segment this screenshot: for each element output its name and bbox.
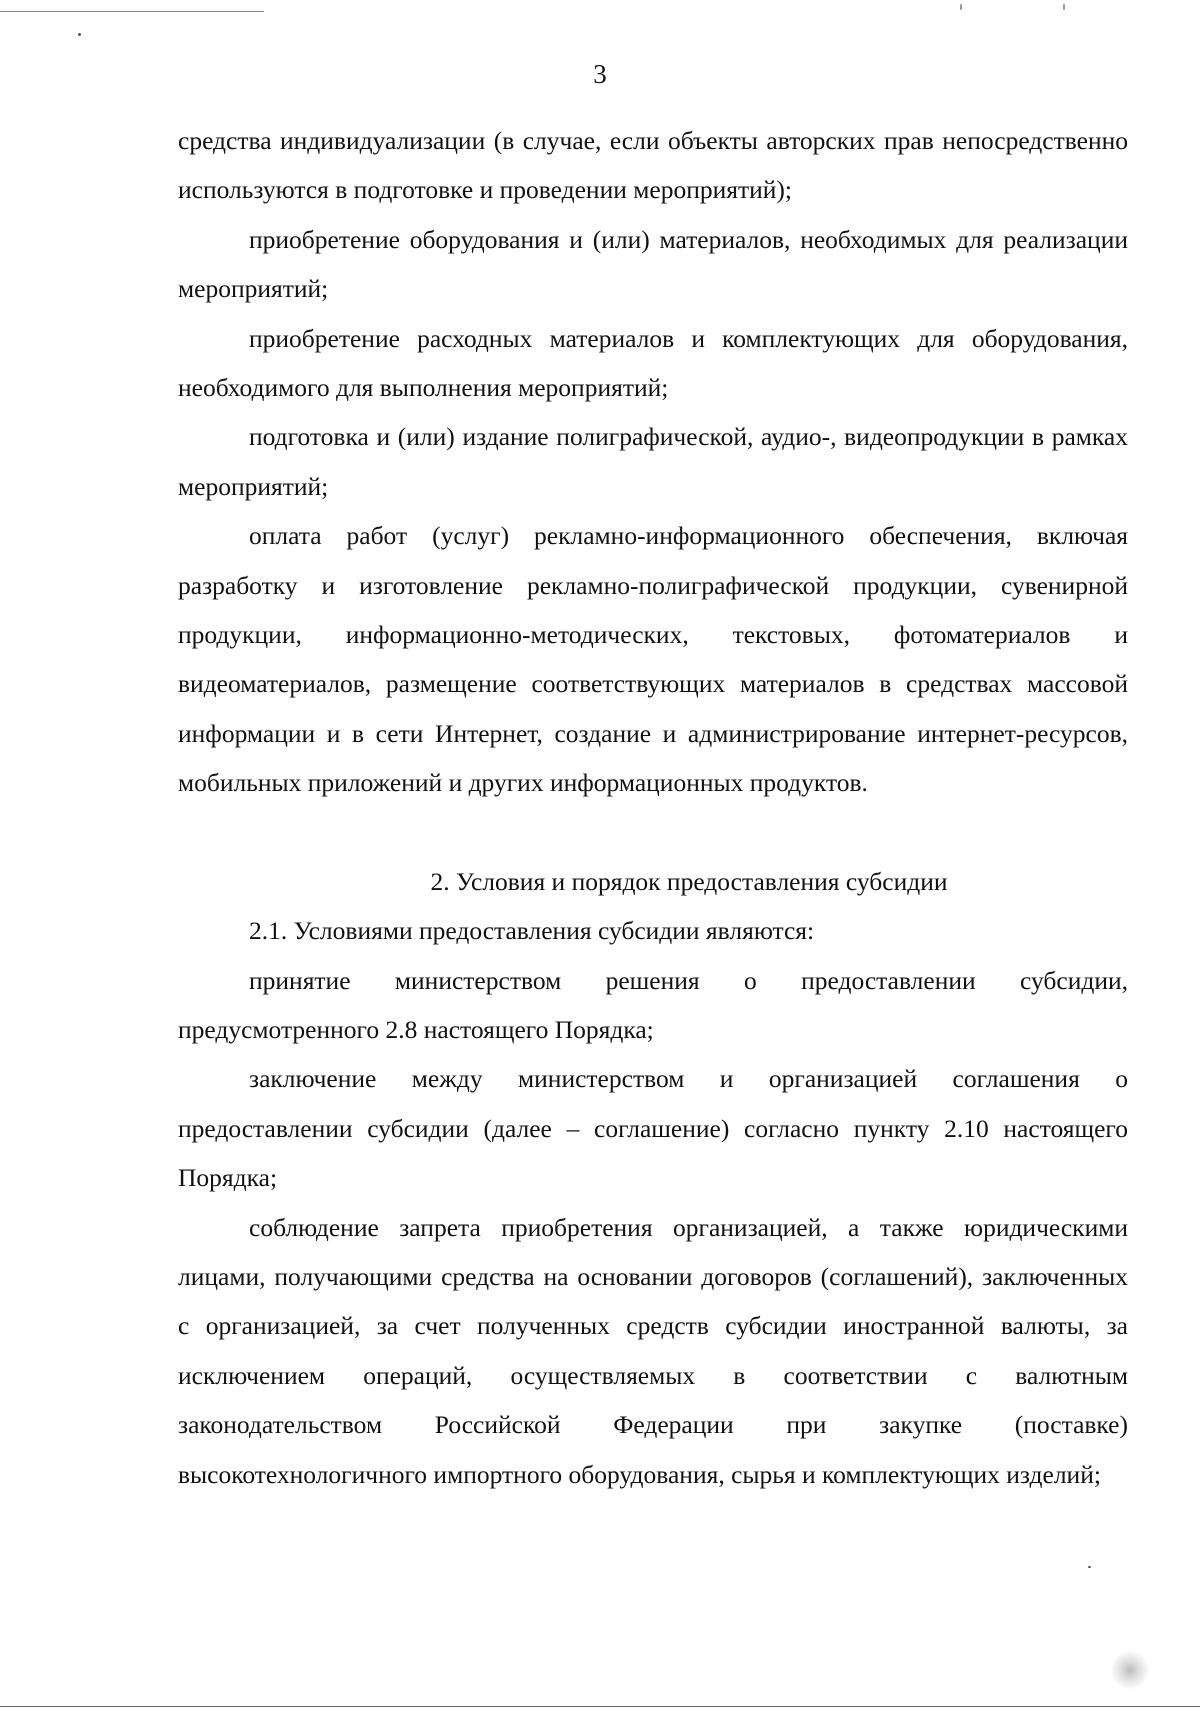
scan-edge-line <box>0 11 264 12</box>
section-heading: 2. Условия и порядок предоставления субсидии <box>430 866 948 896</box>
paragraph: приобретение расходных материалов и комплектующих для оборудования, необходимого для выполнения мероприятий; <box>178 323 1128 403</box>
page-number: 3 <box>593 59 607 89</box>
scan-speck <box>1063 4 1065 10</box>
scan-edge-line <box>0 1706 1200 1707</box>
scan-speck <box>78 33 81 36</box>
scan-speck <box>1110 1650 1150 1690</box>
document-body <box>178 116 1128 1499</box>
paragraph: соблюдение запрета приобретения организацией, а также юридическими лицами, получающими средства на основании договоров (соглашений), заключенных с организацией, за счет полученных средств субсидии иностранной валюты, за исключением операций, осуществляемых в соответствии с валютным законодательством Российской Федерации при закупке (поставке) высокотехнологичного импортного оборудования, сырья и комплектующих изделий; <box>178 1212 1128 1489</box>
paragraph: заключение между министерством и организацией соглашения о предоставлении субсидии (далее – соглашение) согласно пункту 2.10 настоящего Порядка; <box>178 1064 1128 1193</box>
paragraph: 2.1. Условиями предоставления субсидии являются: <box>249 916 815 946</box>
paragraph: принятие министерством решения о предоставлении субсидии, предусмотренного 2.8 настоящего Порядка; <box>178 965 1128 1044</box>
paragraph: оплата работ (услуг) рекламно-информационного обеспечения, включая разработку и изготовление рекламно-полиграфической продукции, сувенирной продукции, информационно-методических, текстовых, фотоматериалов и видеоматериалов, размещение соответствующих материалов в средствах массовой информации и в сети Интернет, создание и администрирование интернет-ресурсов, мобильных приложений и других информационных продуктов. <box>178 521 1128 798</box>
scan-speck <box>1088 1566 1091 1568</box>
paragraph: подготовка и (или) издание полиграфической, аудио-, видеопродукции в рамках мероприятий; <box>178 422 1128 501</box>
scan-speck <box>960 4 962 10</box>
paragraph: приобретение оборудования и (или) материалов, необходимых для реализации мероприятий; <box>178 224 1128 304</box>
paragraph: средства индивидуализации (в случае, если объекты авторских прав непосредственно используются в подготовке и проведении мероприятий); <box>178 126 1128 205</box>
